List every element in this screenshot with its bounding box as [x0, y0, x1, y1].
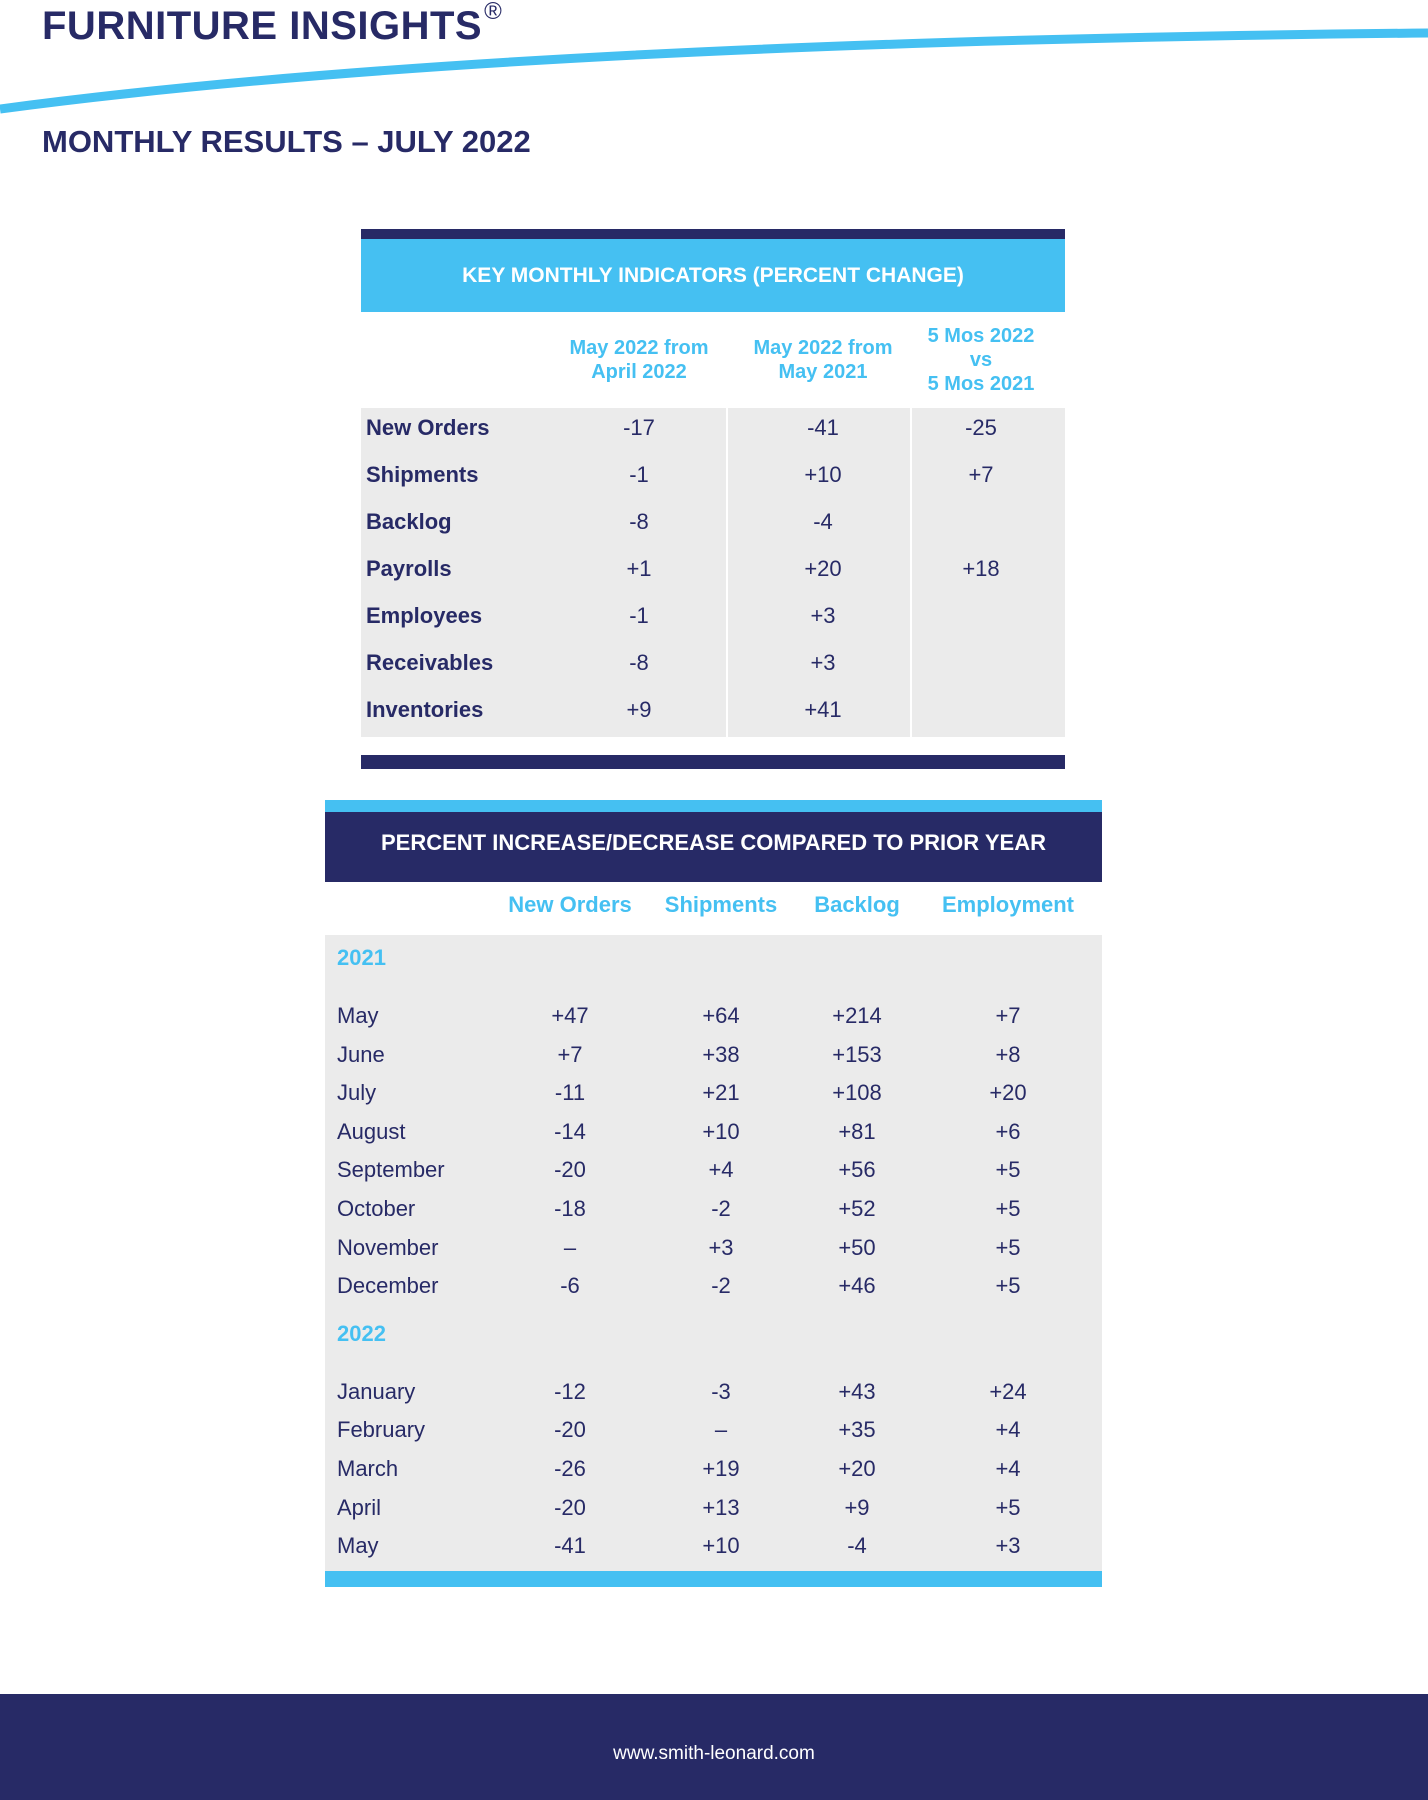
table-cell: +6	[995, 1118, 1021, 1144]
table-cell: -41	[807, 415, 839, 440]
table-row	[325, 1113, 1102, 1151]
column-headers	[361, 312, 1065, 408]
table-cell: +4	[995, 1417, 1021, 1443]
year-heading: 2022	[337, 1320, 386, 1346]
table-body	[361, 408, 1065, 737]
table-row	[325, 1036, 1102, 1074]
column-header-line: vs	[969, 349, 993, 371]
registered-mark: ®	[484, 0, 503, 25]
table-cell: +3	[708, 1234, 734, 1260]
table-top-bar	[361, 229, 1065, 239]
column-header-line: 5 Mos 2022	[927, 325, 1035, 347]
table-cell: +8	[995, 1041, 1021, 1067]
column-header: Shipments	[664, 892, 778, 917]
row-label: June	[337, 1041, 385, 1067]
brand-name: FURNITURE INSIGHTS	[42, 4, 483, 48]
row-label: Receivables	[366, 650, 494, 675]
column-header	[901, 312, 1061, 408]
table-row	[361, 502, 1065, 549]
table-cell: -4	[813, 509, 833, 534]
table-cell: +3	[810, 603, 836, 628]
table-cell: +50	[838, 1234, 876, 1260]
table-cell: +5	[995, 1273, 1021, 1299]
table-cell: +20	[838, 1456, 876, 1481]
column-header-line: May 2022 from	[569, 337, 709, 359]
header-swoosh	[0, 0, 1428, 120]
table-cell: +7	[557, 1041, 583, 1067]
column-header: Employment	[941, 892, 1075, 917]
table-cell: +18	[962, 556, 1000, 581]
table-cell: –	[714, 1417, 728, 1443]
table-cell: +5	[995, 1157, 1021, 1183]
table-cell: -2	[711, 1273, 731, 1299]
prior-year-comparison-table	[325, 800, 1102, 1587]
table-cell: +153	[832, 1041, 882, 1067]
table-cell: +3	[995, 1533, 1021, 1559]
table-cell: +4	[995, 1456, 1021, 1481]
table-cell: -14	[554, 1118, 586, 1144]
row-label: Employees	[366, 603, 483, 628]
table-cell: +47	[551, 1003, 589, 1028]
table-row	[325, 1151, 1102, 1189]
table-cell: +10	[702, 1118, 740, 1144]
table-cell: +7	[968, 462, 994, 487]
table-cell: +13	[702, 1494, 740, 1520]
table-cell: +35	[838, 1417, 876, 1443]
row-label: September	[337, 1157, 445, 1183]
table-cell: +108	[832, 1080, 882, 1106]
column-header-line: April 2022	[591, 361, 687, 383]
footer	[0, 1694, 1428, 1800]
row-label: July	[337, 1080, 377, 1106]
column-header-line: 5 Mos 2021	[927, 373, 1035, 395]
table-cell: -11	[554, 1080, 586, 1106]
row-label: Inventories	[366, 697, 484, 722]
table-cell: +4	[708, 1157, 734, 1183]
page-subtitle: MONTHLY RESULTS – JULY 2022	[42, 124, 531, 159]
key-indicators-table	[361, 229, 1065, 769]
table-row	[325, 1229, 1102, 1267]
year-heading: 2021	[337, 945, 386, 970]
table-row	[325, 1267, 1102, 1305]
row-label: Payrolls	[366, 556, 452, 581]
table-cell: -20	[554, 1494, 586, 1520]
column-header-text	[928, 324, 1035, 396]
table-cell: +3	[810, 650, 836, 675]
table-cell: -4	[847, 1533, 867, 1559]
table-cell: -12	[554, 1378, 586, 1404]
table-cell: -1	[629, 603, 649, 628]
table-cell: +56	[838, 1157, 876, 1183]
table-cell: +20	[989, 1080, 1027, 1106]
table-cell: +214	[832, 1003, 882, 1028]
table-cell: -26	[554, 1456, 586, 1481]
table-cell: -3	[711, 1378, 731, 1404]
table-row	[361, 455, 1065, 502]
row-label: March	[337, 1456, 399, 1481]
row-label: February	[337, 1417, 426, 1443]
table-title: KEY MONTHLY INDICATORS (PERCENT CHANGE)	[361, 239, 1065, 312]
table-cell: -20	[554, 1157, 586, 1183]
column-header-line: May 2021	[778, 361, 868, 383]
table-row	[325, 1450, 1102, 1488]
table-cell: –	[563, 1234, 577, 1260]
table-cell: -20	[554, 1417, 586, 1443]
row-label: November	[337, 1234, 439, 1260]
table-cell: +10	[702, 1533, 740, 1559]
table-cell: -6	[560, 1273, 580, 1299]
table-cell: +43	[838, 1378, 876, 1404]
table-cell: +19	[702, 1456, 740, 1481]
table-row	[361, 549, 1065, 596]
table-cell: +10	[804, 462, 842, 487]
table-cell: +41	[804, 697, 842, 722]
table-cell: +52	[838, 1196, 876, 1221]
row-label: Backlog	[366, 509, 452, 534]
table-cell: -25	[965, 415, 997, 440]
table-row	[325, 1074, 1102, 1112]
footer-url-link[interactable]: www.smith-leonard.com	[613, 1743, 815, 1764]
row-label: January	[337, 1378, 416, 1404]
row-label: New Orders	[366, 415, 490, 440]
row-label: Shipments	[366, 462, 479, 487]
column-header-text	[754, 336, 893, 384]
table-bottom-bar	[361, 755, 1065, 769]
table-cell: +38	[702, 1041, 740, 1067]
table-row	[325, 997, 1102, 1035]
column-header: New Orders	[508, 892, 632, 917]
table-row	[361, 690, 1065, 737]
table-row	[361, 596, 1065, 643]
table-row	[361, 408, 1065, 455]
table-bottom-bar	[325, 1571, 1102, 1587]
column-header-text	[570, 336, 709, 384]
table-cell: +81	[838, 1118, 876, 1144]
column-headers	[325, 882, 1102, 935]
table-cell: +5	[995, 1234, 1021, 1260]
table-cell: +5	[995, 1196, 1021, 1221]
table-cell: -18	[554, 1196, 586, 1221]
table-cell: +64	[702, 1003, 740, 1028]
row-label: December	[337, 1273, 439, 1299]
table-top-bar	[325, 800, 1102, 812]
table-cell: -2	[711, 1196, 731, 1221]
table-cell: +5	[995, 1494, 1021, 1520]
table-body	[325, 935, 1102, 1571]
table-row	[325, 1489, 1102, 1527]
table-cell: -17	[623, 415, 655, 440]
table-cell: -1	[629, 462, 649, 487]
column-header	[549, 312, 729, 408]
row-label: May	[337, 1533, 379, 1559]
table-cell: +21	[702, 1080, 740, 1106]
table-cell: +1	[626, 556, 652, 581]
table-row	[325, 1411, 1102, 1449]
row-label: April	[337, 1494, 382, 1520]
table-cell: +9	[626, 697, 652, 722]
row-label: October	[337, 1196, 416, 1221]
table-title: PERCENT INCREASE/DECREASE COMPARED TO PRIOR YEAR	[325, 812, 1102, 882]
row-label: May	[337, 1003, 379, 1028]
table-cell: +7	[995, 1003, 1021, 1028]
table-cell: +9	[844, 1494, 870, 1520]
table-cell: +20	[804, 556, 842, 581]
column-header	[733, 312, 913, 408]
table-row	[361, 643, 1065, 690]
row-label: August	[337, 1118, 406, 1144]
table-cell: -41	[554, 1533, 586, 1559]
table-row	[325, 1373, 1102, 1411]
table-cell: -8	[629, 509, 649, 534]
table-row	[325, 1527, 1102, 1565]
column-header: Backlog	[814, 892, 900, 917]
table-cell: +46	[838, 1273, 876, 1299]
table-cell: -8	[629, 650, 649, 675]
table-row	[325, 1190, 1102, 1228]
table-cell: +24	[989, 1378, 1027, 1404]
column-header-line: May 2022 from	[753, 337, 893, 359]
